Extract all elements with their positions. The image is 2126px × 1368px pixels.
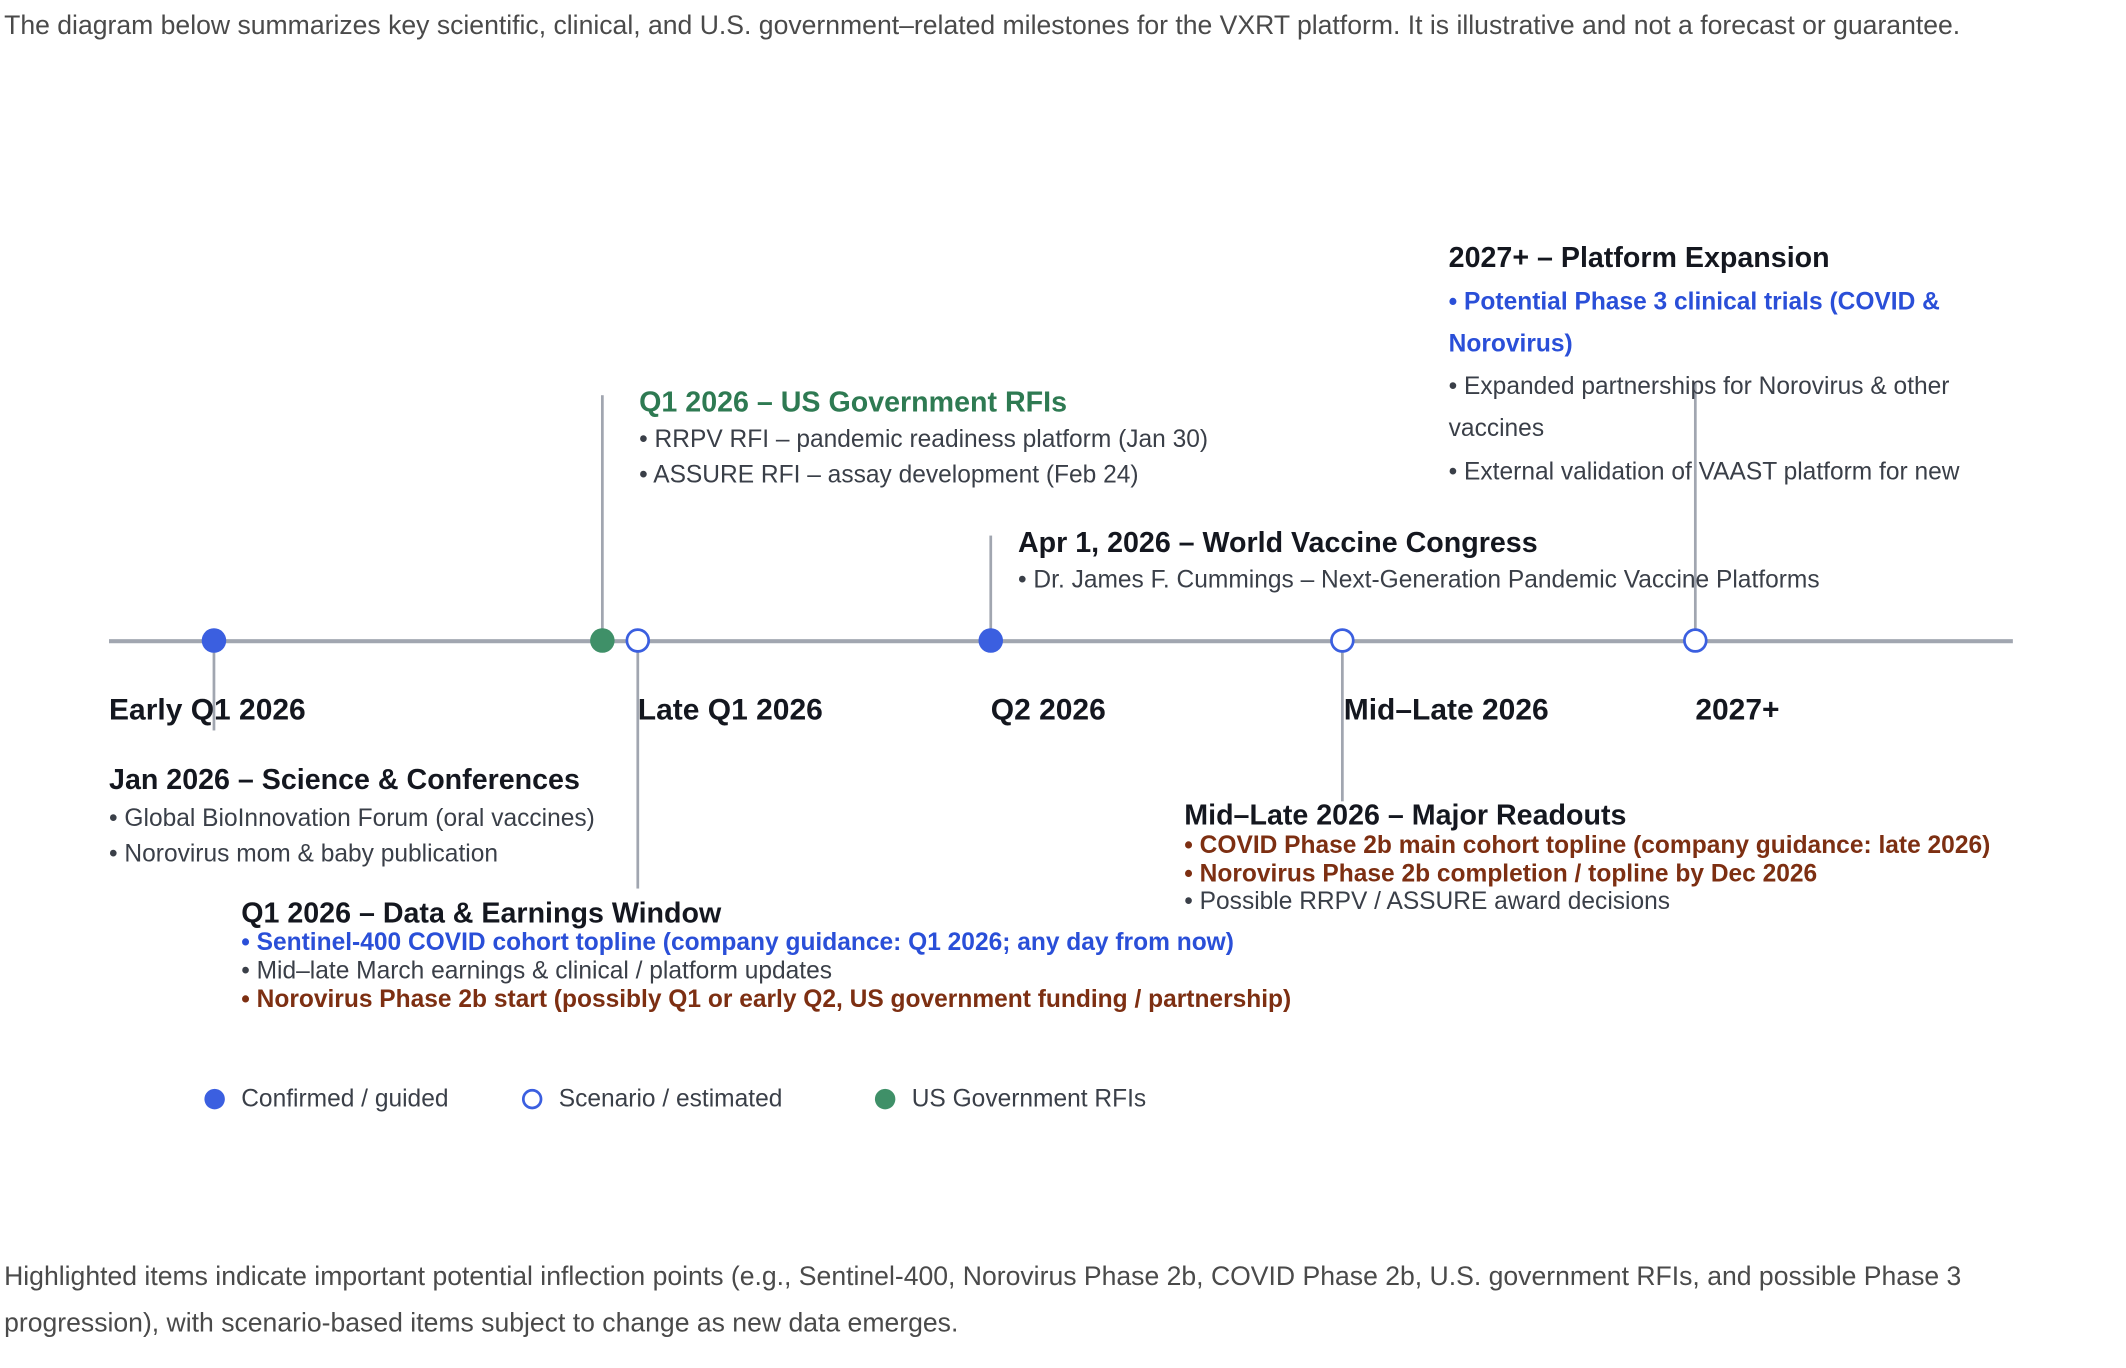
- period-label: Q2 2026: [990, 692, 1106, 727]
- period-label: 2027+: [1695, 692, 1780, 727]
- legend-confirmed-label: Confirmed / guided: [241, 1084, 449, 1113]
- expansion-item: • External validation of VAAST platform for new: [1448, 457, 1960, 486]
- jan-title: Jan 2026 – Science & Conferences: [109, 764, 580, 796]
- period-label: Mid–Late 2026: [1343, 692, 1549, 727]
- wvc-title: Apr 1, 2026 – World Vaccine Congress: [1018, 527, 1538, 559]
- intro-text: The diagram below summarizes key scientific, clinical, and U.S. government–related milestones for the VXRT platform. It is illustrative and not a forecast or guarantee.: [4, 10, 1961, 41]
- legend-scenario-icon: [522, 1089, 542, 1109]
- readouts-item: • Norovirus Phase 2b completion / topline by Dec 2026: [1184, 859, 1818, 888]
- legend-rfi-label: US Government RFIs: [911, 1084, 1147, 1113]
- connector-rfi: [601, 395, 604, 640]
- q1data-item: • Norovirus Phase 2b start (possibly Q1 or early Q2, US government funding / partnership): [241, 985, 1292, 1013]
- expansion-item: • Potential Phase 3 clinical trials (COVID & Norovirus): [1448, 287, 1940, 358]
- legend-rfi-icon: [875, 1089, 895, 1109]
- wvc-item: • Dr. James F. Cummings – Next-Generation Pandemic Vaccine Platforms: [1018, 565, 1820, 593]
- rfi-title: Q1 2026 – US Government RFIs: [639, 387, 1068, 419]
- expansion-title: 2027+ – Platform Expansion: [1448, 242, 1830, 274]
- legend-confirmed-icon: [204, 1089, 224, 1109]
- period-label: Early Q1 2026: [109, 692, 306, 727]
- readouts-item: • COVID Phase 2b main cohort topline (company guidance: late 2026): [1184, 831, 1991, 859]
- q1data-item: • Sentinel-400 COVID cohort topline (company guidance: Q1 2026; any day from now): [241, 928, 1234, 956]
- readouts-title: Mid–Late 2026 – Major Readouts: [1184, 799, 1627, 832]
- jan-item: • Norovirus mom & baby publication: [109, 839, 499, 867]
- readouts-item: • Possible RRPV / ASSURE award decisions: [1184, 887, 1671, 915]
- connector-q2: [989, 536, 992, 641]
- scenario-marker-2027: [1683, 628, 1708, 653]
- timeline-axis: [109, 639, 2013, 643]
- rfi-marker: [590, 628, 615, 653]
- rfi-item: • RRPV RFI – pandemic readiness platform (Jan 30): [639, 425, 1209, 453]
- legend-scenario-label: Scenario / estimated: [558, 1084, 783, 1113]
- footer-text: Highlighted items indicate important potential inflection points (e.g., Sentinel-400, Norovirus Phase 2b, COVID Phase 2b, U.S. government RFIs, and possible Phase 3 progression), with scenario-based items subject to change as new data emerges.: [4, 1261, 1962, 1339]
- rfi-item: • ASSURE RFI – assay development (Feb 24): [639, 460, 1139, 488]
- expansion-item: • Expanded partnerships for Norovirus & other vaccines: [1448, 372, 1950, 442]
- period-label: Late Q1 2026: [637, 692, 823, 727]
- scenario-marker-mid-late: [1330, 628, 1355, 653]
- q1data-item: • Mid–late March earnings & clinical / platform updates: [241, 956, 833, 984]
- scenario-marker-late-q1: [626, 628, 651, 653]
- jan-item: • Global BioInnovation Forum (oral vaccines): [109, 804, 595, 832]
- connector-late-q1: [636, 641, 639, 889]
- confirmed-marker-q2: [978, 628, 1003, 653]
- confirmed-marker-early-q1: [202, 628, 227, 653]
- q1data-title: Q1 2026 – Data & Earnings Window: [241, 898, 722, 930]
